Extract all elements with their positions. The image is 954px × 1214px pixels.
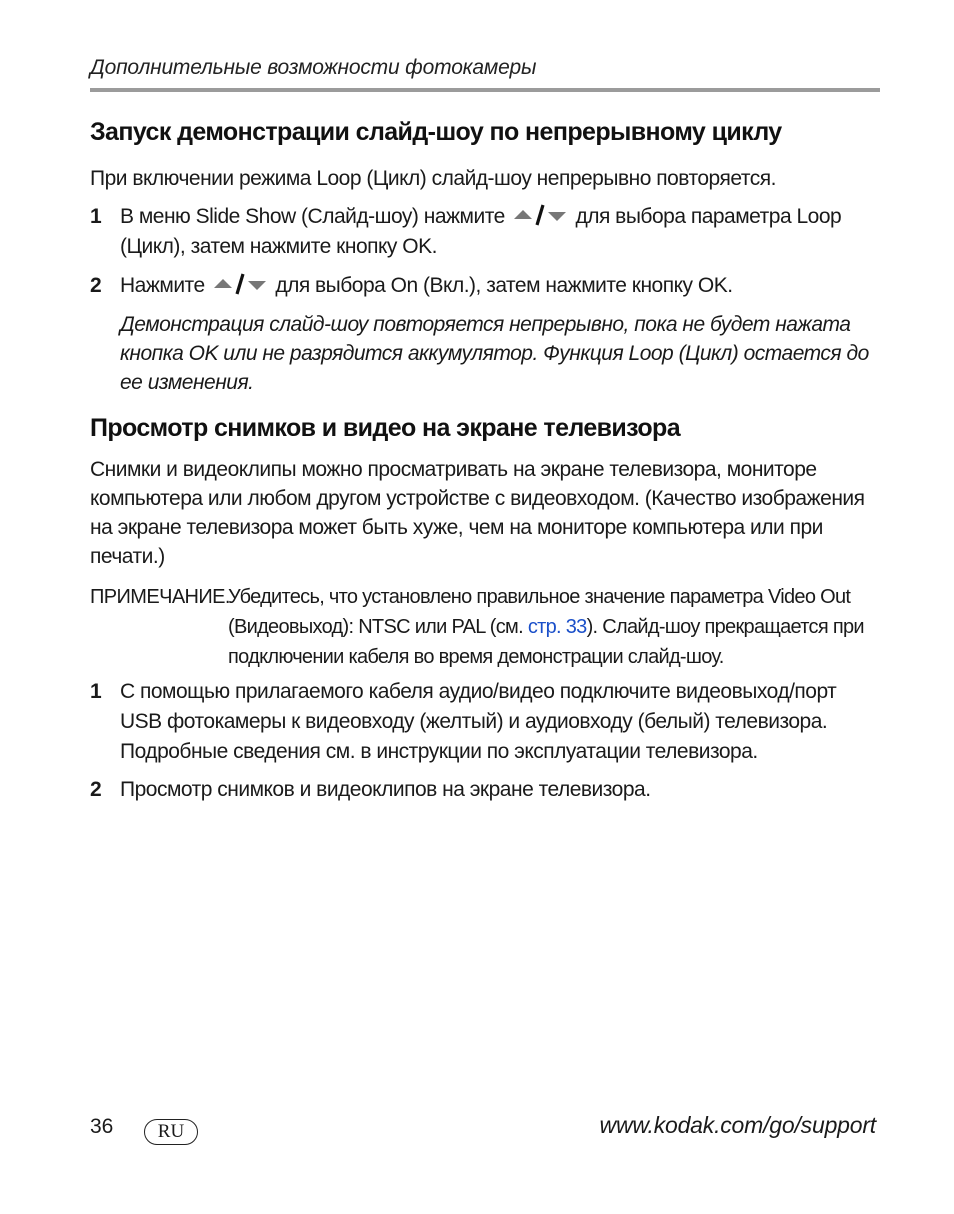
- step-number: 1: [90, 680, 102, 703]
- section-intro-tv: Снимки и видеоклипы можно просматривать на экране телевизора, мониторе компьютера или любом другом устройстве с видеовходом. (Качество изображения на экране телевизора может быть хуже, чем на мониторе компьютера или при печати.): [90, 458, 865, 568]
- step-text-pre: В меню Slide Show (Слайд-шоу) нажмите: [120, 205, 505, 228]
- note-text: [228, 582, 868, 672]
- step-2-tv: [90, 775, 880, 805]
- step-text: [120, 271, 880, 301]
- section-intro-loop: При включении режима Loop (Цикл) слайд-шоу непрерывно повторяется.: [90, 167, 776, 190]
- up-down-arrows-icon: [512, 204, 568, 226]
- step-text-pre: Нажмите: [120, 274, 205, 297]
- step-text: [120, 202, 880, 262]
- section-heading-loop: Запуск демонстрации слайд-шоу по непрерывному циклу: [90, 118, 782, 146]
- section-heading-tv: Просмотр снимков и видео на экране телевизора: [90, 414, 681, 442]
- step-text-post: для выбора параметра Loop (Цикл), затем нажмите кнопку OK.: [120, 205, 842, 258]
- step-2-loop: [90, 271, 880, 301]
- step-text: С помощью прилагаемого кабеля аудио/видео подключите видеовыход/порт USB фотокамеры к видеовходу (желтый) и аудиовходу (белый) телевизора. Подробные сведения см. в инструкции по эксплуатации телевизора.: [120, 680, 837, 763]
- step-1-tv: [90, 677, 880, 767]
- support-url[interactable]: www.kodak.com/go/support: [599, 1112, 876, 1138]
- step-number: 1: [90, 205, 102, 228]
- note-label: ПРИМЕЧАНИЕ.: [90, 586, 230, 608]
- step-result-loop: Демонстрация слайд-шоу повторяется непрерывно, пока не будет нажата кнопка OK или не разрядится аккумулятор. Функция Loop (Цикл) остается до ее изменения.: [120, 313, 869, 394]
- page-number: 36: [90, 1115, 114, 1138]
- page-33-link[interactable]: стр. 33: [527, 616, 587, 638]
- note-text-after: ). Слайд-шоу прекращается при подключении кабеля во время демонстрации слайд-шоу.: [228, 616, 864, 668]
- step-text-post: для выбора On (Вкл.), затем нажмите кнопку OK.: [275, 274, 733, 297]
- step-number: 2: [90, 778, 102, 801]
- running-header: Дополнительные возможности фотокамеры: [90, 56, 537, 79]
- step-text: Просмотр снимков и видеоклипов на экране телевизора.: [120, 778, 651, 801]
- step-1-loop: [90, 202, 880, 262]
- header-rule: [90, 88, 880, 92]
- up-down-arrows-icon: [212, 273, 268, 295]
- language-badge: RU: [144, 1119, 198, 1145]
- step-number: 2: [90, 274, 102, 297]
- note-text-before: Убедитесь, что установлено правильное значение параметра Video Out (Видеовыход): NTSC или PAL (см.: [228, 586, 851, 638]
